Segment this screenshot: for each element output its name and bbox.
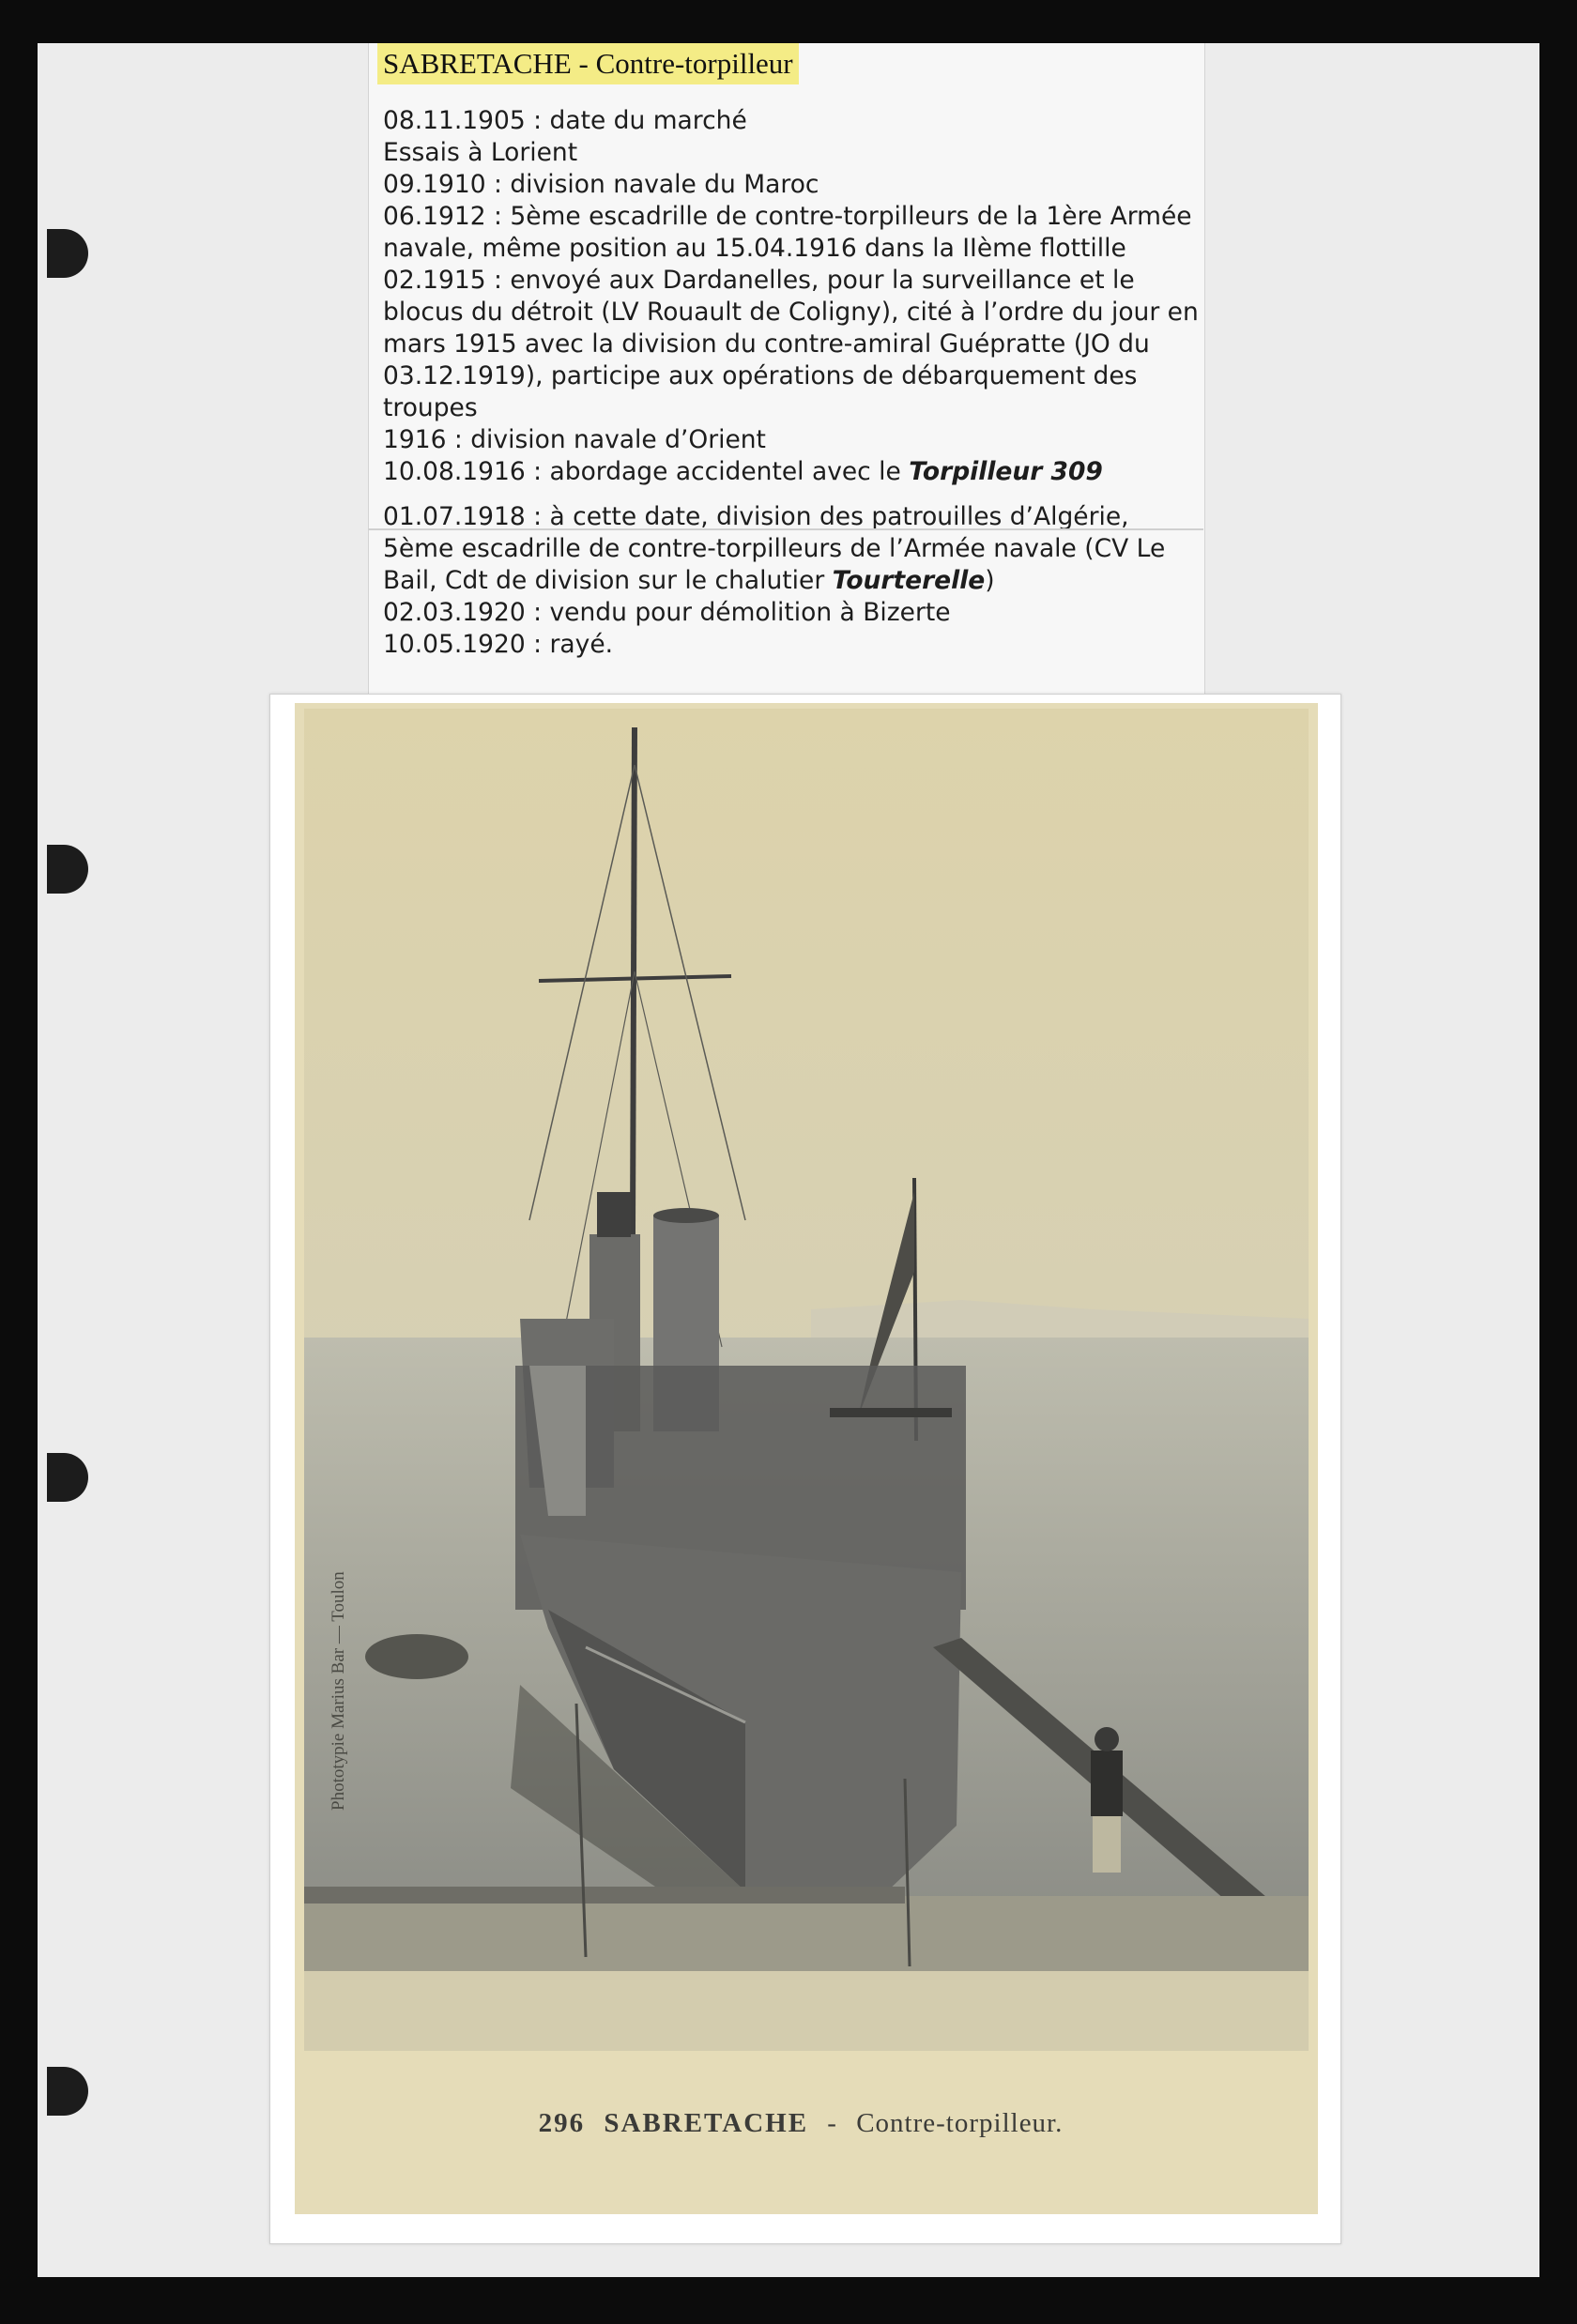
entry-text: 01.07.1918 : à cette date, division des patrouilles d’Algérie, 5ème escadrille de contre-torpilleurs de l’Armée navale (CV Le Bail, Cdt de division sur le chalutier	[383, 502, 1166, 595]
history-entry-1918	[383, 501, 1200, 597]
caption-separator: -	[827, 2108, 837, 2138]
strip-divider	[368, 528, 1203, 530]
postcard-caption	[295, 2108, 1318, 2139]
service-history	[383, 105, 1200, 661]
history-entry: 1916 : division navale d’Orient	[383, 425, 766, 454]
punch-hole	[47, 229, 88, 278]
history-entry: 06.1912 : 5ème escadrille de contre-torpilleurs de la 1ère Armée navale, même position au 15.04.1916 dans la IIème flottille	[383, 202, 1192, 263]
album-page	[38, 43, 1539, 2277]
entry-text: 10.08.1916 : abordage accidentel avec le	[383, 457, 910, 486]
punch-hole	[47, 845, 88, 894]
caption-type: Contre-torpilleur.	[856, 2108, 1064, 2138]
postcard	[295, 703, 1318, 2214]
history-entry-collision	[383, 456, 1200, 488]
history-entry: 02.1915 : envoyé aux Dardanelles, pour la surveillance et le blocus du détroit (LV Rouault de Coligny), cité à l’ordre du jour en mars 1915 avec la division du contre-amiral Guépratte (JO du 03.12.1919), participe aux opérations de débarquement des troupes	[383, 266, 1199, 422]
history-entry: 10.05.1920 : rayé.	[383, 630, 614, 659]
ship-title: SABRETACHE - Contre-torpilleur	[377, 43, 799, 84]
ship-photograph	[304, 709, 1309, 2051]
punch-hole	[47, 1453, 88, 1502]
entry-text-end: )	[985, 566, 995, 595]
history-entry: Essais à Lorient	[383, 138, 578, 167]
publisher-imprint: Phototypie Marius Bar — Toulon	[329, 1571, 348, 1811]
history-entry: 08.11.1905 : date du marché	[383, 106, 747, 135]
history-entry: 09.1910 : division navale du Maroc	[383, 170, 819, 199]
caption-ship-name: SABRETACHE	[604, 2108, 809, 2138]
caption-number: 296	[538, 2108, 586, 2138]
vessel-name: Torpilleur 309	[909, 457, 1103, 486]
punch-hole	[47, 2067, 88, 2116]
history-entry: 02.03.1920 : vendu pour démolition à Bizerte	[383, 598, 951, 627]
vessel-name: Tourterelle	[832, 566, 986, 595]
